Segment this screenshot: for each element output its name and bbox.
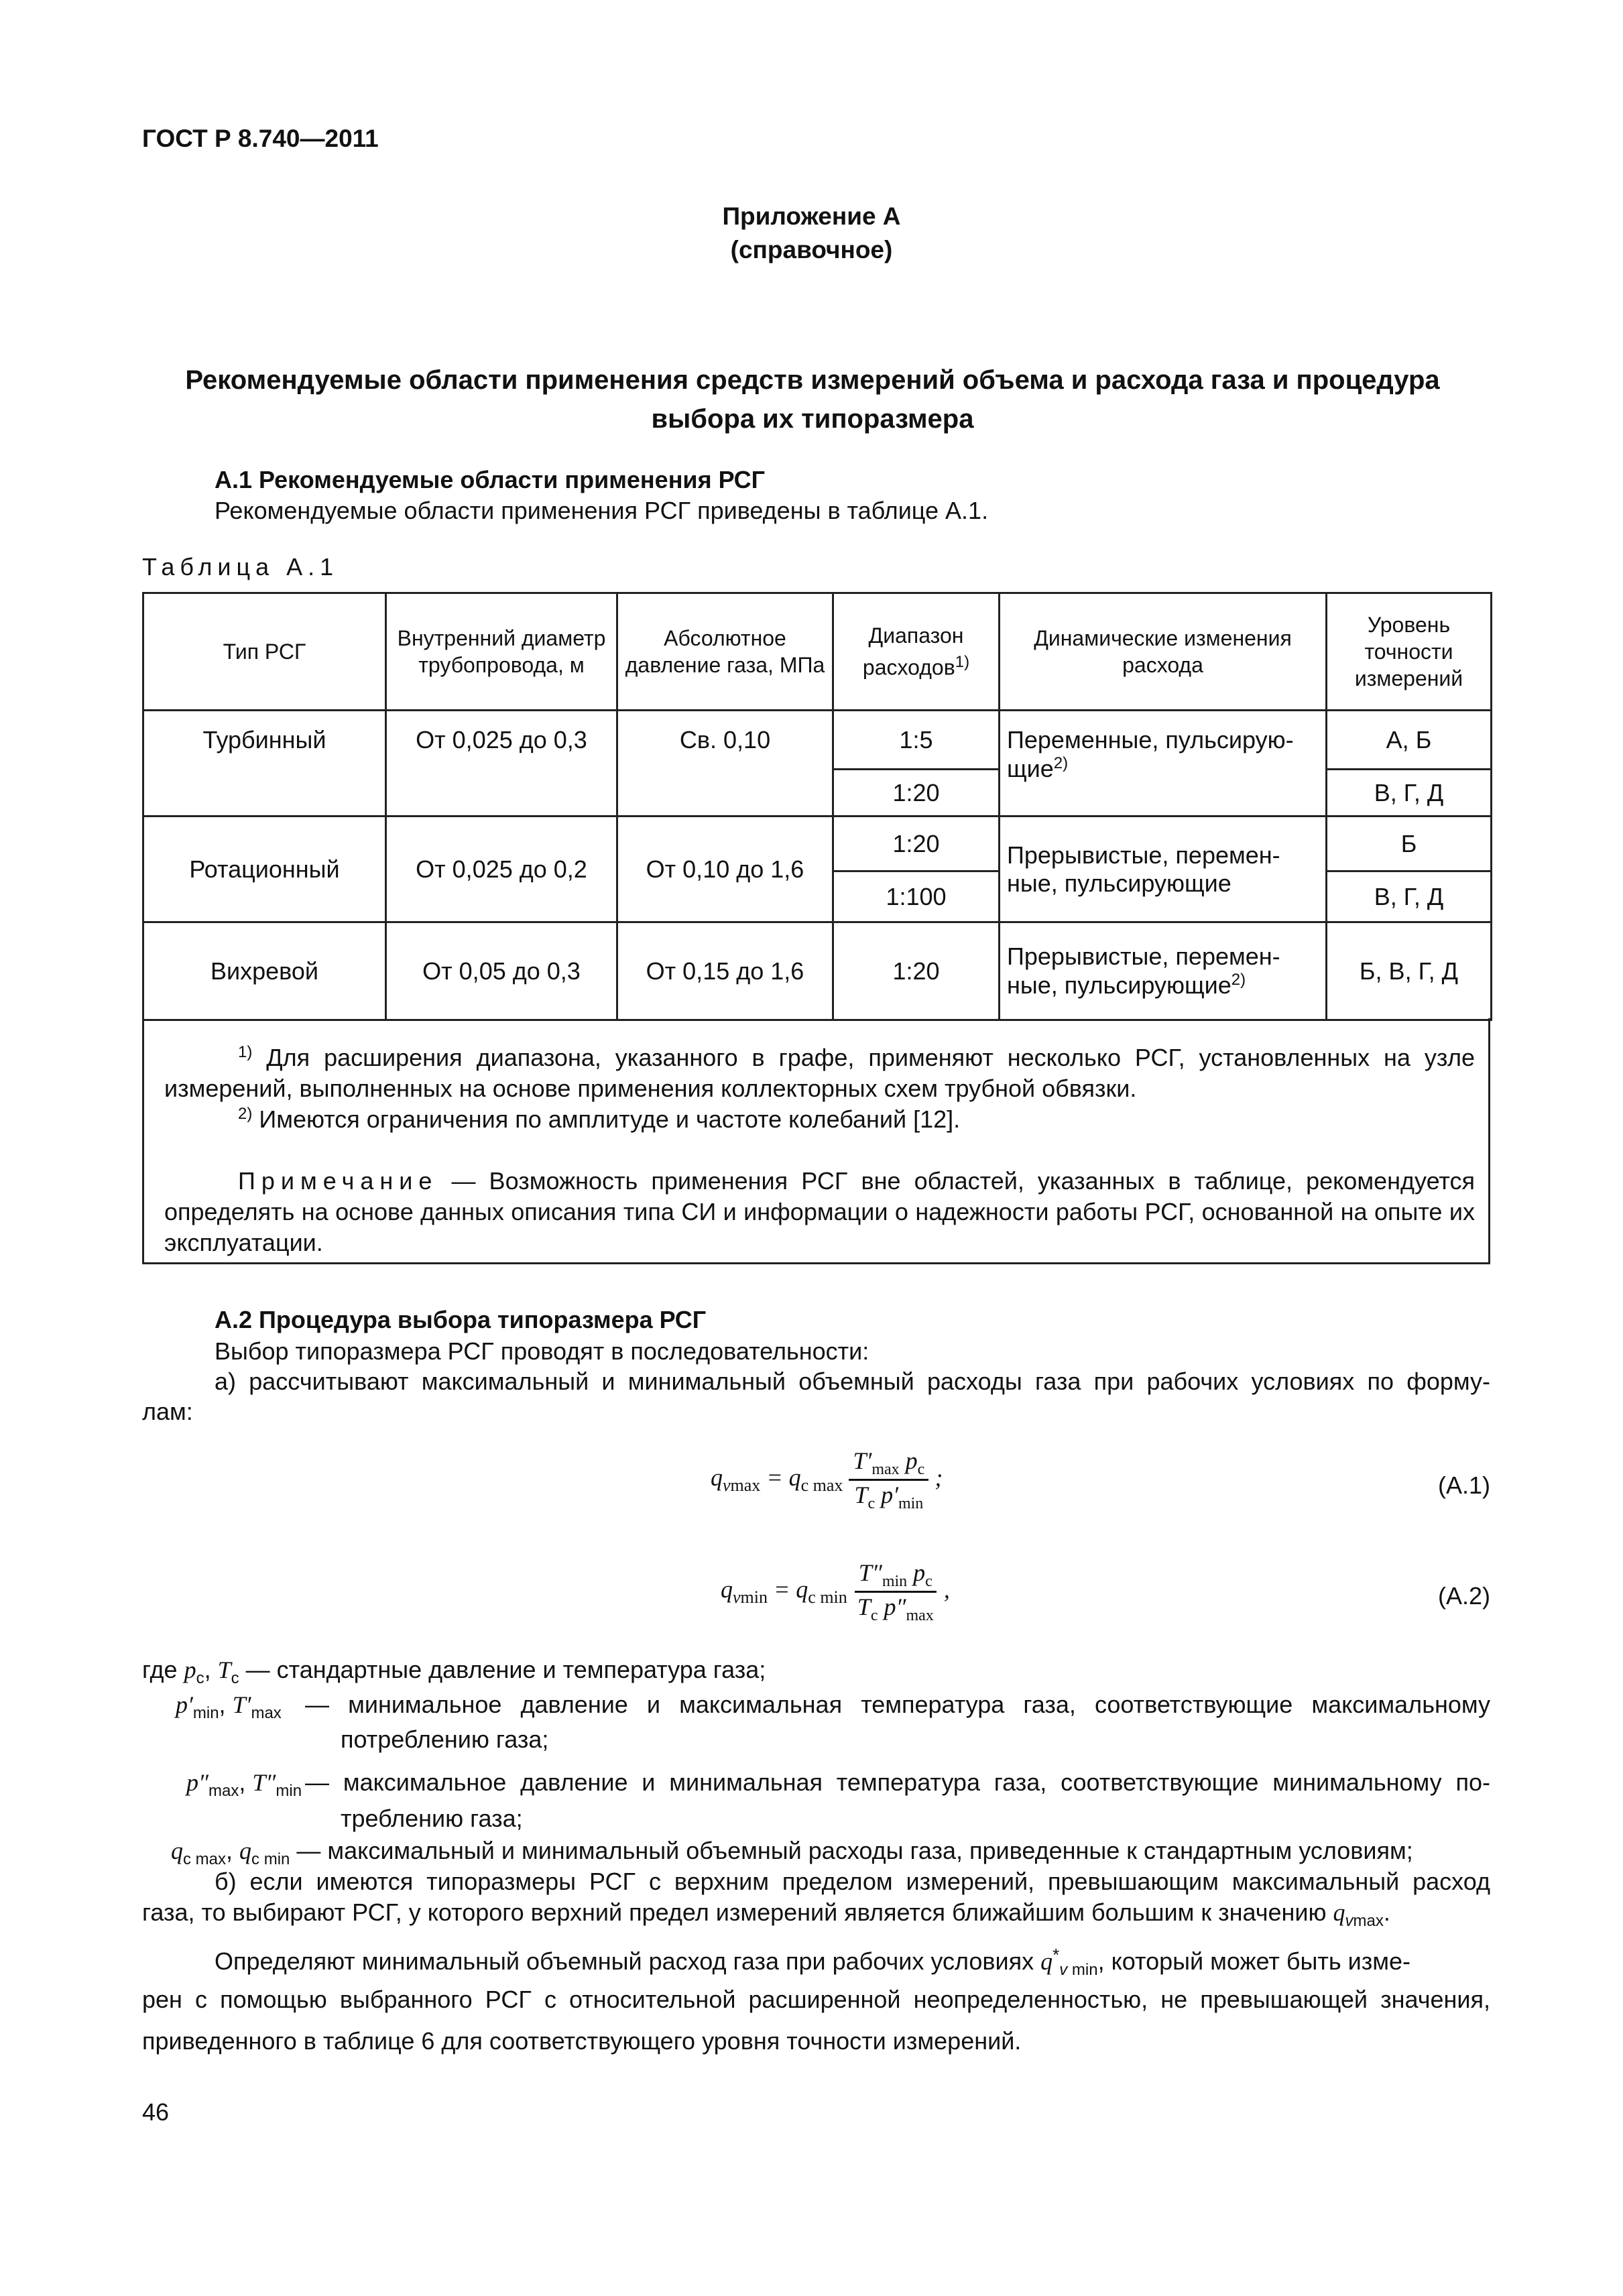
cell-diameter: От 0,025 до 0,3 <box>386 711 617 817</box>
cell-range: 1:20 <box>833 770 1000 817</box>
cell-accuracy: Б, В, Г, Д <box>1327 922 1492 1020</box>
col-header-accuracy: Уровень точности измерений <box>1327 593 1492 711</box>
cell-type: Турбинный <box>143 711 386 817</box>
col-header-dynamics: Динамические изменения расхода <box>1000 593 1327 711</box>
where-line-3b: треблению газа; <box>341 1805 523 1832</box>
table-header-row <box>143 593 1492 711</box>
page-title-line-2: выбора их типоразмера <box>651 404 974 434</box>
cell-dynamics: Прерывистые, перемен-ные, пульсирующие <box>1000 817 1327 922</box>
step-a-line2: лам: <box>142 1398 193 1425</box>
cell-diameter: От 0,05 до 0,3 <box>386 922 617 1020</box>
col-header-type: Тип РСГ <box>143 593 386 711</box>
equation-a2: $q_{vmin} = q_{с min}$ $T''_{min}$ $p_с$ $T_с$ $p''_{max}$ , <box>721 1559 950 1625</box>
col-header-pressure: Абсолютное давление газа, МПа <box>617 593 833 711</box>
page-title-line-1: Рекомендуемые области применения средств измерений объема и расхода газа и процедура <box>185 365 1440 395</box>
cell-accuracy: Б <box>1327 817 1492 871</box>
cell-accuracy: А, Б <box>1327 711 1492 770</box>
section-a2-intro: Выбор типоразмера РСГ проводят в последовательности: <box>215 1337 869 1365</box>
page-number: 46 <box>142 2098 170 2126</box>
table-row <box>143 922 1492 1020</box>
where-line-1: где $p_с$, $T_с$ — стандартные давление и температура газа; <box>142 1656 766 1688</box>
cell-pressure: От 0,15 до 1,6 <box>617 922 833 1020</box>
cell-accuracy: В, Г, Д <box>1327 871 1492 922</box>
where-line-4: $q_{с max}$, $q_{с min}$ — максимальный и минимальный объемный расходы газа, приведенные к стандартным условиям; <box>171 1837 1413 1869</box>
where-line-3-symbols: $p''_{max}$, $T''_{min}$ <box>186 1768 302 1801</box>
step-b-line2: газа, то выбирают РСГ, у которого верхний предел измерений является ближайшим большим к значению $q_{vmax}$. <box>142 1898 1390 1931</box>
final-line-2: рен с помощью выбранного РСГ с относительной расширенной неопределенностью, не превышающей значения, <box>142 1986 1490 2013</box>
where-line-2: — минимальное давление и максимальная температура газа, соответствующие максимальному <box>305 1691 1490 1718</box>
table-row <box>143 711 1492 770</box>
section-a2-heading: А.2 Процедура выбора типоразмера РСГ <box>215 1306 707 1333</box>
annex-title: Приложение А <box>722 202 901 230</box>
equation-a1: $q_{vmax} = q_{с max}$ $T'_{max}$ $p_с$ $T_с$ $p'_{min}$ ; <box>711 1447 943 1513</box>
cell-range: 1:20 <box>833 817 1000 871</box>
cell-type: Ротационный <box>143 817 386 922</box>
step-b-line1: б) если имеются типоразмеры РСГ с верхним пределом измерений, превышающим максимальный расход <box>215 1868 1490 1895</box>
final-line-1: Определяют минимальный объемный расход газа при рабочих условиях $q^*_{v min}$, который может быть изме- <box>215 1945 1410 1980</box>
col-header-diameter: Внутренний диаметр трубопровода, м <box>386 593 617 711</box>
page-title <box>142 361 1483 438</box>
table-a1 <box>142 592 1492 1021</box>
footnote-1: $^{1)}$ Для расширения диапазона, указанного в графе, применяют несколько РСГ, установленных на узле измерений, выполненных на основе применения коллекторных схем трубной обвязки. <box>164 1043 1475 1102</box>
cell-pressure: От 0,10 до 1,6 <box>617 817 833 922</box>
where-line-3: — максимальное давление и минимальная температура газа, соответствующие минимальному по- <box>305 1768 1490 1796</box>
section-a1-heading: А.1 Рекомендуемые области применения РСГ <box>215 466 766 493</box>
cell-diameter: От 0,025 до 0,2 <box>386 817 617 922</box>
where-line-2b: потреблению газа; <box>341 1726 549 1753</box>
table-footnotes <box>142 1018 1490 1264</box>
final-line-3: приведенного в таблице 6 для соответствующего уровня точности измерений. <box>142 2027 1022 2055</box>
table-note: Примечание — Возможность применения РСГ вне областей, указанных в таблице, рекомендуется определять на основе данных описания типа СИ и информации о надежности работы РСГ, основанной на опыте их эксплуатации. <box>164 1167 1475 1256</box>
document-code: ГОСТ Р 8.740—2011 <box>142 125 379 152</box>
section-a1-text: Рекомендуемые области применения РСГ приведены в таблице А.1. <box>215 497 989 524</box>
where-line-2-symbols: $p'_{min}$, $T'_{max}$ <box>176 1691 282 1723</box>
cell-type: Вихревой <box>143 922 386 1020</box>
cell-accuracy: В, Г, Д <box>1327 770 1492 817</box>
table-label: Таблица А.1 <box>142 553 339 581</box>
annex-heading <box>0 200 1623 267</box>
cell-range: 1:20 <box>833 922 1000 1020</box>
footnote-mark: 1) <box>955 653 970 672</box>
cell-range: 1:5 <box>833 711 1000 770</box>
footnote-2: $^{2)}$ Имеются ограничения по амплитуде и частоте колебаний [12]. <box>238 1105 961 1133</box>
cell-dynamics: Прерывистые, перемен-ные, пульсирующие$^{2)}$ <box>1000 922 1327 1020</box>
cell-dynamics: Переменные, пульсирую-щие$^{2)}$ <box>1000 711 1327 817</box>
table-row <box>143 817 1492 871</box>
cell-range: 1:100 <box>833 871 1000 922</box>
equation-a1-number: (А.1) <box>1437 1471 1490 1499</box>
cell-pressure: Св. 0,10 <box>617 711 833 817</box>
equation-a2-number: (А.2) <box>1437 1582 1490 1610</box>
col-header-range: Диапазон расходов$^{1)}$ <box>833 593 1000 711</box>
step-a-line1: а) рассчитывают максимальный и минимальный объемный расходы газа при рабочих условиях по форму- <box>215 1368 1490 1395</box>
annex-type: (справочное) <box>730 236 893 263</box>
